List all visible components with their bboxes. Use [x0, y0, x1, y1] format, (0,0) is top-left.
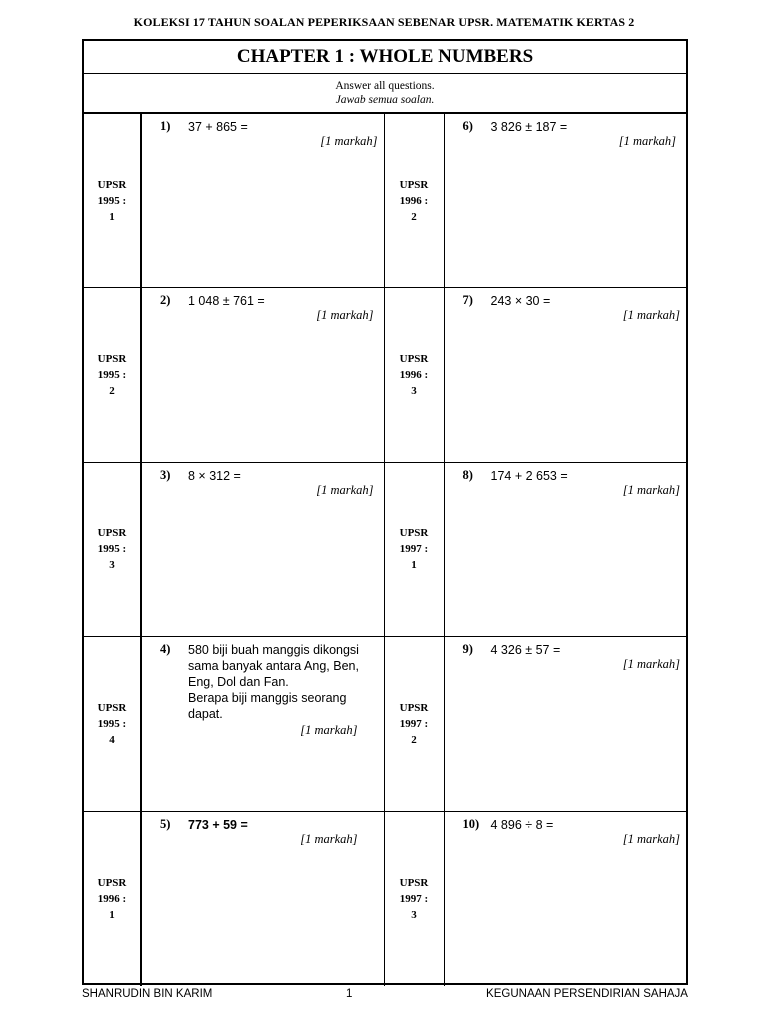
mark-label: [1 markah]: [316, 482, 374, 497]
mark-label: [1 markah]: [300, 831, 358, 846]
question-number: 7): [462, 293, 473, 308]
answer-box-q10: [445, 812, 687, 986]
question-row: [84, 114, 686, 288]
question-text: 4 326 ± 57 =: [490, 643, 561, 658]
instructions: [84, 74, 686, 114]
answer-box-q5: [142, 812, 385, 986]
question-text: 174 + 2 653 =: [490, 468, 568, 483]
mark-label: [1 markah]: [300, 723, 358, 738]
mark-label: [1 markah]: [316, 308, 374, 323]
question-text: 580 biji buah manggis dikongsi sama banyak antara Ang, Ben, Eng, Dol dan Fan. Berapa biji manggis seorang dapat.: [188, 643, 359, 722]
exam-code: UPSR 1995 : 2: [84, 288, 142, 461]
question-text: 3 826 ± 187 =: [490, 120, 568, 134]
question-number: 5): [160, 816, 171, 831]
question-number: 10): [462, 816, 480, 831]
exam-code: UPSR 1995 : 4: [84, 637, 142, 810]
question-row: [84, 288, 686, 462]
question-text: 773 + 59 =: [188, 817, 248, 832]
question-row: [84, 637, 686, 811]
question-text: 243 × 30 =: [490, 294, 551, 309]
question-sheet: [82, 39, 688, 985]
mark-label: [1 markah]: [622, 657, 680, 672]
answer-box-q6: [445, 114, 687, 287]
mark-label: [1 markah]: [622, 831, 680, 846]
exam-code: UPSR 1997 : 1: [385, 463, 445, 636]
question-row: [84, 812, 686, 986]
exam-code: UPSR 1997 : 3: [385, 812, 445, 986]
answer-box-q7: [445, 288, 687, 461]
question-number: 2): [160, 293, 171, 308]
page-header: KOLEKSI 17 TAHUN SOALAN PEPERIKSAAN SEBENAR UPSR. MATEMATIK KERTAS 2: [133, 15, 635, 29]
question-row: [84, 463, 686, 637]
chapter-title: CHAPTER 1 : WHOLE NUMBERS: [84, 41, 686, 74]
exam-code: UPSR 1995 : 3: [84, 463, 142, 636]
question-number: 1): [160, 119, 171, 133]
answer-box-q8: [445, 463, 687, 636]
question-grid: [84, 114, 686, 986]
footer-note: KEGUNAAN PERSENDIRIAN SAHAJA: [486, 988, 688, 1000]
exam-code: UPSR 1996 : 1: [84, 812, 142, 986]
mark-label: [1 markah]: [618, 134, 676, 148]
answer-box-q2: [142, 288, 385, 461]
exam-code: UPSR 1995 : 1: [84, 114, 142, 287]
instructions-malay: Jawab semua soalan.: [335, 94, 435, 106]
answer-box-q9: [445, 637, 687, 810]
footer-author: SHANRUDIN BIN KARIM: [82, 988, 213, 1000]
question-text: 8 × 312 =: [188, 468, 241, 483]
mark-label: [1 markah]: [622, 482, 680, 497]
question-number: 9): [462, 642, 473, 657]
page-footer: [82, 988, 688, 1000]
question-text: 4 896 ÷ 8 =: [490, 817, 554, 832]
question-text: 1 048 ± 761 =: [188, 294, 265, 309]
mark-label: [1 markah]: [622, 308, 680, 323]
exam-code: UPSR 1996 : 2: [385, 114, 445, 287]
exam-code: UPSR 1997 : 2: [385, 637, 445, 810]
answer-box-q3: [142, 463, 385, 636]
mark-label: [1 markah]: [320, 134, 378, 148]
exam-code: UPSR 1996 : 3: [385, 288, 445, 461]
answer-box-q1: [142, 114, 385, 287]
answer-box-q4: [142, 637, 385, 810]
question-number: 3): [160, 467, 171, 482]
question-number: 6): [462, 119, 473, 133]
question-number: 8): [462, 467, 473, 482]
question-number: 4): [160, 642, 171, 657]
instructions-english: Answer all questions.: [335, 80, 435, 92]
question-text: 37 + 865 =: [188, 120, 248, 134]
page-number: 1: [346, 988, 353, 1000]
